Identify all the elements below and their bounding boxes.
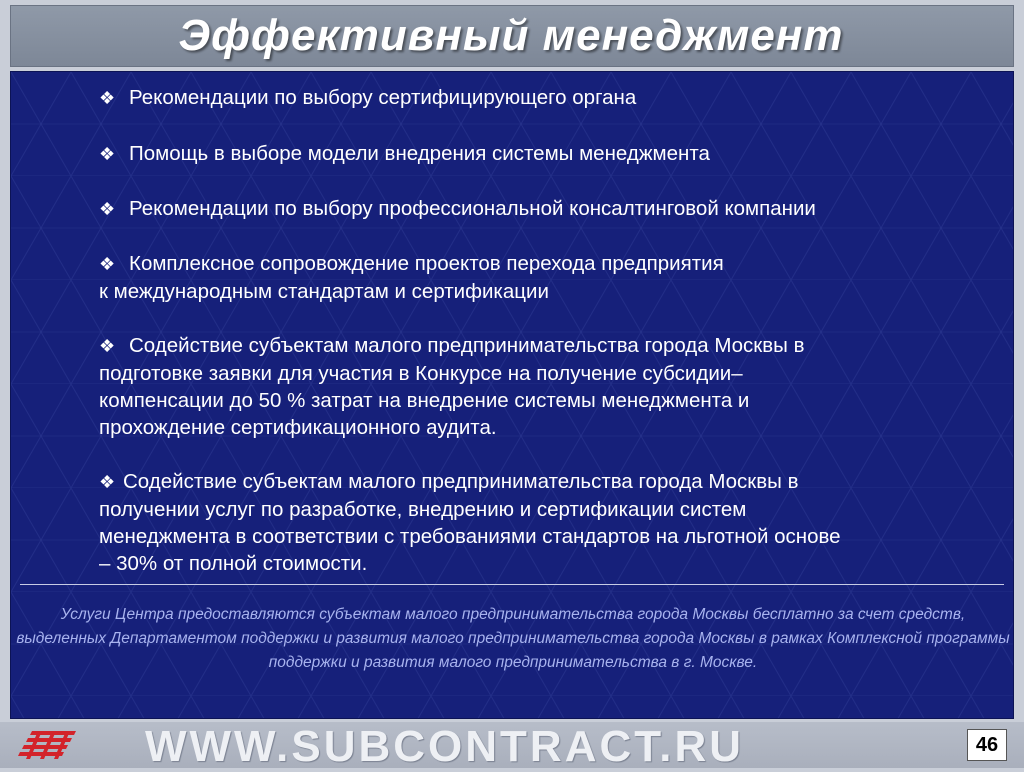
divider — [20, 584, 1004, 585]
list-item-text: – 30% от полной стоимости. — [99, 552, 368, 575]
list-item-text: компенсации до 50 % затрат на внедрение системы менеджмента и — [99, 389, 750, 412]
footer-bar — [0, 722, 1024, 771]
footnote: Услуги Центра предоставляются субъектам малого предпринимательства города Москвы бесплатно за счет средств, выделенных Департаментом поддержки и развития малого предпринимательства города Москвы в рамках Комплексной программы поддержки и развития малого предпринимательства в г. Москве. — [16, 606, 1010, 671]
diamond-bullet-icon: ❖ — [99, 254, 116, 274]
slide-title: Эффективный менеджмент — [178, 11, 844, 60]
content-panel — [10, 71, 1014, 719]
title-bar — [10, 5, 1014, 67]
page-number: 46 — [967, 729, 1007, 761]
list-item-text: Содействие субъектам малого предпринимательства города Москвы в — [123, 470, 799, 493]
list-item-text: Комплексное сопровождение проектов перехода предприятия — [129, 252, 724, 275]
list-item-text: менеджмента в соответствии с требованиями стандартов на льготной основе — [99, 525, 841, 548]
list-item-text: Помощь в выборе модели внедрения системы менеджмента — [129, 142, 710, 165]
list-item-text: Содействие субъектам малого предпринимательства города Москвы в — [129, 334, 805, 357]
list-item — [99, 468, 959, 577]
list-item — [99, 195, 959, 223]
list-item — [99, 332, 959, 441]
list-item — [99, 250, 959, 305]
list-item — [99, 84, 959, 112]
list-item — [99, 140, 959, 168]
diamond-bullet-icon: ❖ — [99, 472, 116, 492]
diamond-bullet-icon: ❖ — [99, 199, 116, 219]
list-item-text: к международным стандартам и сертификации — [99, 280, 549, 303]
subcontract-logo-icon — [18, 727, 78, 763]
list-item-text: получении услуг по разработке, внедрению и сертификации систем — [99, 498, 747, 521]
diamond-bullet-icon: ❖ — [99, 88, 116, 108]
list-item-text: подготовке заявки для участия в Конкурсе на получение субсидии– — [99, 362, 743, 385]
diamond-bullet-icon: ❖ — [99, 144, 116, 164]
list-item-text: прохождение сертификационного аудита. — [99, 416, 497, 439]
website-url: WWW.SUBCONTRACT.RU — [145, 722, 745, 771]
list-item-text: Рекомендации по выбору сертифицирующего органа — [129, 86, 637, 109]
list-item-text: Рекомендации по выбору профессиональной консалтинговой компании — [129, 197, 816, 220]
diamond-bullet-icon: ❖ — [99, 336, 116, 356]
